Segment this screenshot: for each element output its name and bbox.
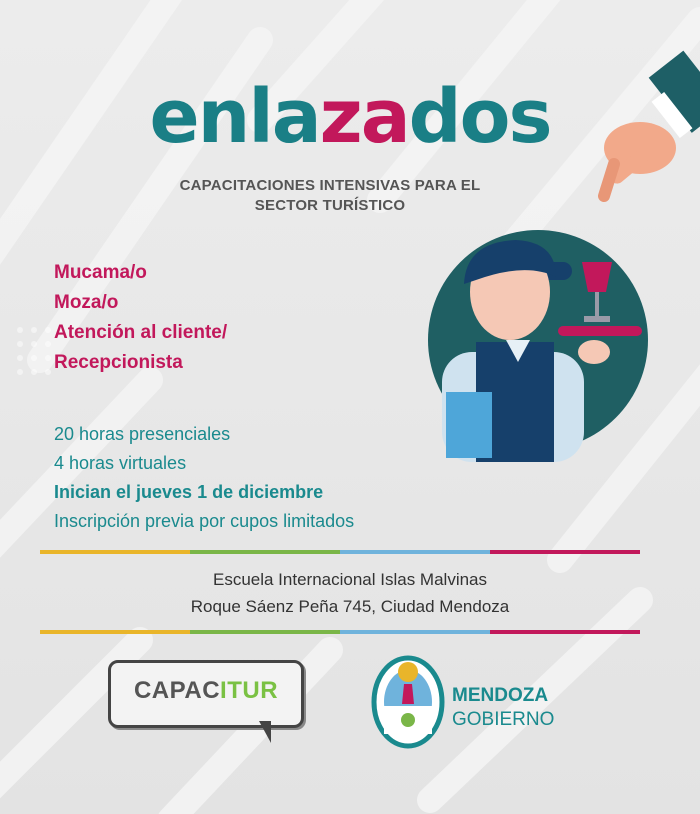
venue-address xyxy=(0,566,700,620)
mendoza-seal-icon xyxy=(370,654,446,750)
subtitle-line-2: SECTOR TURÍSTICO xyxy=(254,197,406,214)
hours-virtual: 4 horas virtuales xyxy=(54,453,187,473)
course-list xyxy=(54,258,227,378)
capacitur-label xyxy=(111,677,301,705)
venue-name: Escuela Internacional Islas Malvinas xyxy=(212,570,488,589)
hours-in-person: 20 horas presenciales xyxy=(54,424,231,444)
logo-part-2: za xyxy=(319,74,409,160)
course-item-2: Moza/o xyxy=(54,292,119,313)
start-date: Inician el jueves 1 de diciembre xyxy=(54,482,324,502)
divider-bottom xyxy=(40,630,640,634)
capacitur-part-2: ITUR xyxy=(220,677,279,704)
logo-part-1: enla xyxy=(149,74,320,160)
subtitle xyxy=(140,176,520,216)
mendoza-label: MENDOZA xyxy=(452,685,549,706)
enlazados-logo xyxy=(0,74,700,160)
capacitur-logo xyxy=(108,660,304,728)
mendoza-gobierno-logo xyxy=(452,684,554,732)
subtitle-line-1: CAPACITACIONES INTENSIVAS PARA EL xyxy=(179,177,481,194)
venue-street: Roque Sáenz Peña 745, Ciudad Mendoza xyxy=(190,597,510,616)
divider-top xyxy=(40,550,640,554)
capacitur-part-1: CAPAC xyxy=(133,677,221,704)
course-item-3: Atención al cliente/ xyxy=(54,322,228,343)
course-item-4: Recepcionista xyxy=(54,352,183,373)
course-details xyxy=(54,420,354,536)
logo-part-3: dos xyxy=(408,74,551,160)
registration-note: Inscripción previa por cupos limitados xyxy=(54,511,355,531)
course-item-1: Mucama/o xyxy=(54,262,147,283)
gobierno-label: GOBIERNO xyxy=(452,709,555,730)
speech-bubble-icon xyxy=(259,721,271,743)
waiter-illustration-icon xyxy=(406,222,656,462)
